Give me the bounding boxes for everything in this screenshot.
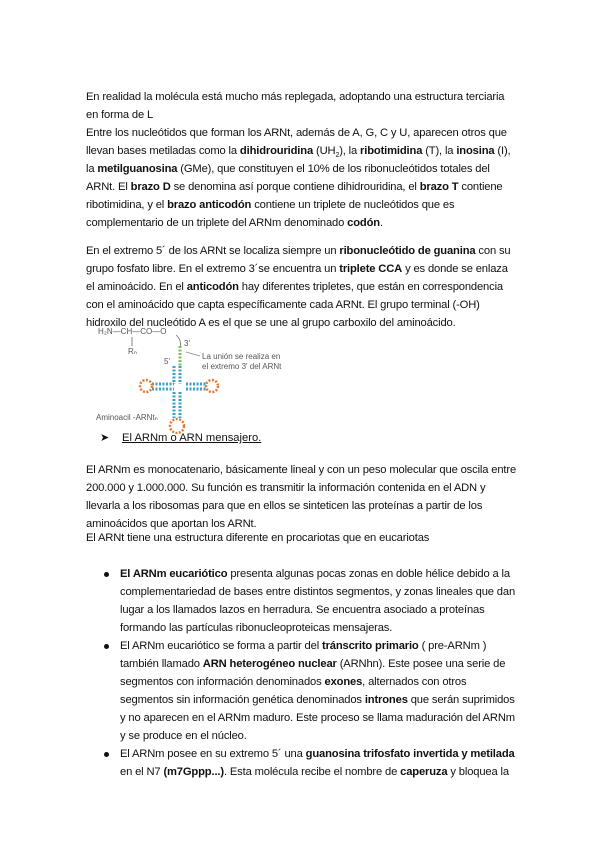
paragraph-tertiary-structure: En realidad la molécula está mucho más replegada, adoptando una estructura terciaria en forma de L — [86, 91, 505, 121]
three-prime-label: 3' — [184, 339, 190, 348]
callout-text-line-2: el extremo 3' del ARNt — [202, 362, 282, 371]
trna-diagram — [96, 322, 326, 440]
bullet-item-eukaryotic-structure: El ARNm eucariótico presenta algunas pocas zonas en doble hélice debido a la complementariedad de bases entre distintos segmentos, y zonas lineales que dan lugar a los llamados lazos en herradura. Se encuentra asociado a proteínas formando las partículas ribonucleoproteicas mensajeras. — [96, 565, 516, 637]
r-group-label: Rₙ — [128, 347, 137, 356]
aminoacyl-trna-label: Aminoacil -ARNtₙ — [96, 413, 158, 422]
callout-line — [186, 352, 200, 356]
bullet-dot-icon — [104, 752, 109, 757]
paragraph-arnm-description: El ARNm es monocatenario, básicamente lineal y con un peso molecular que oscila entre 200.000 y 1.000.000. Su función es transmitir la información contenida en el ADN y llevarla a los ribosomas para que en ellos se sinteticen las proteínas a partir de los aminoácidos que aportan los ARNt. — [86, 464, 517, 530]
bullet-dot-icon — [104, 572, 109, 577]
bullet-item-primary-transcript: El ARNm eucariótico se forma a partir del tránscrito primario ( pre-ARNm ) también llamado ARN heterogéneo nuclear (ARNhn). Este posee una serie de segmentos con información denominados exones, alternados con otros segmentos sin información genética denominados intrones que serán suprimidos y no aparecen en el ARNm maduro. Este proceso se llama maduración del ARNm y se produce en el núcleo. — [96, 637, 516, 745]
five-prime-label: 5' — [164, 357, 170, 366]
amino-acid-formula: H₂N—CH—CO—O — [98, 327, 167, 336]
d-loop — [140, 380, 152, 392]
bullet-item-cap: El ARNm posee en su extremo 5´ una guanosina trifosfato invertida y metilada en el N7 (m7Gppp...). Esta molécula recibe el nombre de caperuza y bloquea la — [96, 745, 516, 781]
paragraph-modified-nucleotides: Entre los nucleótidos que forman los ARNt, además de A, G, C y U, aparecen otros que llevan bases metiladas como la dihidrouridina $(UH_2)$, la ribotimidina (T), la inosina (I), la metilguanosina (GMe), que constituyen el 10% de los ribonucleótidos totales del ARNt. El brazo D se denomina así porque contiene dihidrouridina, el brazo T contiene ribotimidina, y el brazo anticodón contiene un triplete de nucleótidos que es complementario de un triplete del ARNm denominado codón. — [86, 127, 511, 229]
callout-text-line-1: La unión se realiza en — [202, 352, 281, 361]
aminoacyl-trna-figure — [96, 322, 326, 440]
arnm-bullet-list — [96, 565, 516, 781]
bullet-dot-icon — [104, 644, 109, 649]
paragraph-trna-ends: En el extremo 5´ de los ARNt se localiza siempre un ribonucleótido de guanina con su grupo fosfato libre. En el extremo 3´se encuentra un triplete CCA y es donde se enlaza el aminoácido. En el anticodón hay diferentes tripletes, que están en correspondencia con el aminoácido que capta específicamente cada ARNt. El grupo terminal (-OH) hidroxilo del nucleótido A es el que se une al grupo carboxilo del aminoácido. — [86, 245, 511, 329]
t-loop — [206, 380, 218, 392]
paragraph-prokaryote-eukaryote: El ARNt tiene una estructura diferente en procariotas que en eucariotas — [86, 532, 430, 544]
arrowhead-bullet-icon: ➤ — [100, 432, 110, 444]
section-heading-label: El ARNm o ARN mensajero. — [122, 432, 262, 444]
